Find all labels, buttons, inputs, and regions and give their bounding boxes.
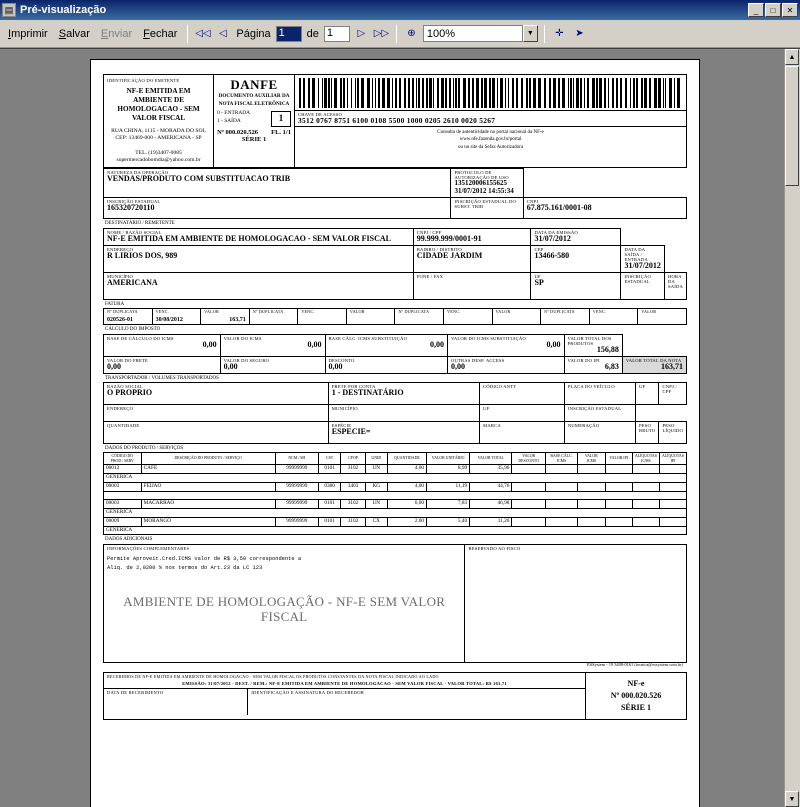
produtos-col-header: ALÍQUOTAS IPI: [659, 453, 686, 465]
total-produtos-label: VALOR TOTAL DOS PRODUTOS: [567, 335, 612, 346]
table-row: [104, 316, 687, 325]
scroll-thumb[interactable]: [785, 66, 799, 186]
transp-qtd-label: QUANTIDADE: [107, 422, 140, 428]
natureza-label: NATUREZA DA OPERAÇÃO: [107, 170, 169, 176]
system-footer: ESSystem - 19 3408-0161 (tecnica@essystem.com.br): [587, 661, 683, 667]
scroll-up-button[interactable]: ▲: [785, 49, 799, 65]
emitter-block: [104, 75, 214, 167]
prod-valor-desconto: [512, 465, 546, 474]
dest-bairro-value: CIDADE JARDIM: [416, 250, 483, 260]
page-input[interactable]: 1: [276, 26, 302, 42]
prod-base-icms: [545, 465, 577, 474]
transp-peso-bruto-label: PESO BRUTO: [638, 422, 656, 433]
natureza-protocolo-table: [103, 168, 687, 219]
transp-frete-conta-label: FRETE POR CONTA: [331, 384, 376, 390]
base-icms-value: 0,00: [202, 339, 217, 349]
table-row-spacer: [104, 491, 687, 500]
dest-cep-value: 13466-580: [534, 250, 570, 260]
zoom-value[interactable]: 100%: [423, 25, 523, 42]
prod-quantidade: 4,00: [387, 465, 426, 474]
valor-icms-value: 0,00: [307, 339, 322, 349]
fatura-col-header: Nº DUPLICATA: [104, 309, 153, 316]
chave-block: [295, 75, 686, 167]
outras-desp-label: OUTRAS DESP. ACCESS: [450, 357, 505, 363]
fatura-cell: [395, 316, 444, 325]
base-icms-label: BASE DE CÁLCULO DO ICMS: [107, 335, 174, 341]
transp-uf-value: [639, 389, 656, 398]
emitter-name: NF-E EMITIDA EM AMBIENTE DE HOMOLOGACAO - SEM VALOR FISCAL: [117, 87, 200, 123]
prod-codigo: 00003: [104, 500, 142, 509]
dest-uf-label: UF: [534, 273, 541, 279]
recibo-nfe-label: NF-e: [627, 678, 645, 688]
insc-estadual-value: 165320720110: [107, 202, 155, 212]
reservado-fisco-label: RESERVADO AO FISCO: [468, 545, 521, 551]
page-label: Página: [236, 27, 271, 40]
transp-marca-label: MARCA: [483, 422, 501, 428]
produtos-col-header: CÓDIGO DO PROD / SERV: [104, 453, 142, 465]
prev-page-button[interactable]: ◁: [214, 25, 231, 42]
dest-municipio-label: MUNICÍPIO: [107, 273, 134, 279]
transp-uf2-label: UF: [483, 406, 490, 412]
danfe-title: DANFE: [230, 77, 278, 92]
table-row-generica: [104, 526, 687, 535]
produtos-col-header: QUANTIDADE: [387, 453, 426, 465]
prod-descricao: FEIJAO: [141, 482, 275, 491]
produtos-col-header: CFOP: [341, 453, 366, 465]
prod-valor-total: 11,20: [470, 517, 512, 526]
fatura-col-header: Nº DUPLICATA: [541, 309, 590, 316]
table-row-generica: [104, 509, 687, 518]
transp-placa-value: [568, 389, 632, 398]
prod-base-icms: [545, 500, 577, 509]
adicionais-table: [103, 544, 687, 663]
dest-nome-value: NF-E EMITIDA EM AMBIENTE DE HOMOLOGACAO - SEM VALOR FISCAL: [107, 234, 391, 244]
prod-valor-icms: [578, 500, 605, 509]
seguro-value: 0,00: [223, 361, 238, 371]
prod-valor-unitario: 8,99: [427, 465, 470, 474]
transp-frete-conta-value: 1 - DESTINATÁRIO: [331, 388, 404, 398]
prod-valor-desconto: [512, 482, 546, 491]
emitter-section-label: IDENTIFICAÇÃO DO EMITENTE: [107, 78, 180, 83]
prod-generica: GENERICA: [104, 474, 687, 483]
prod-cst: 0300: [319, 482, 341, 491]
dest-ie-label: INSCRIÇÃO ESTADUAL: [624, 273, 652, 284]
table-row: [104, 517, 687, 526]
base-subst-label: BASE CÁLC. ICMS SUBSTITUIÇÃO: [328, 335, 408, 341]
adicionais-section-label: DADOS ADICIONAIS: [105, 537, 153, 543]
dest-hora-value: [668, 289, 683, 298]
produtos-col-header: VALOR IPI: [605, 453, 632, 465]
destinatario-section-label: DESTINATÁRIO / REMETENTE: [105, 221, 175, 227]
fatura-col-header: Nº DUPLICATA: [395, 309, 444, 316]
transp-antt-label: CÓDIGO ANTT: [483, 384, 517, 390]
danfe-header: [103, 74, 687, 168]
transp-endereco-label: ENDEREÇO: [107, 406, 134, 412]
prod-cfop: 3102: [341, 465, 366, 474]
window-title: Pré-visualização: [20, 4, 107, 16]
next-page-button[interactable]: ▷: [353, 25, 370, 42]
info-compl-label: INFORMAÇÕES COMPLEMENTARES: [107, 545, 190, 551]
vertical-scrollbar[interactable]: [784, 49, 800, 807]
preview-canvas: [0, 48, 800, 807]
fatura-table: [103, 308, 687, 325]
dest-nome-label: NOME / RAZÃO SOCIAL: [107, 229, 162, 235]
transp-municipio-value: [332, 411, 476, 420]
prod-valor-unitario: 7,83: [427, 500, 470, 509]
transp-marca-value: [483, 428, 561, 437]
base-subst-value: 0,00: [429, 339, 444, 349]
impostos-section-label: CÁLCULO DO IMPOSTO: [105, 327, 161, 333]
dest-cnpj-value: 99.999.999/0001-91: [416, 234, 482, 244]
send-button: Enviar: [100, 27, 133, 40]
save-button[interactable]: Salvar: [58, 27, 90, 40]
transp-ie-label: INSCRIÇÃO ESTADUAL: [567, 406, 622, 412]
transp-cnpj-value: [662, 394, 683, 403]
prod-ncm: 99999999: [275, 517, 319, 526]
page-total: 1: [324, 26, 350, 42]
prod-codigo: 00003: [104, 482, 142, 491]
prod-valor-total: 46,98: [470, 500, 512, 509]
transp-cnpj-label: CNPJ / CPF: [662, 384, 677, 395]
prod-codigo: 00009: [104, 517, 142, 526]
prod-unid: UN: [365, 465, 387, 474]
fatura-section-label: FATURA: [105, 301, 125, 307]
transp-qtd-value: [107, 428, 325, 437]
dest-saida-label: DATA DA SAÍDA / ENTRADA: [624, 246, 648, 262]
insc-subst-label: INSCRIÇÃO ESTADUAL DO SUBST. TRIB: [454, 198, 517, 209]
close-button[interactable]: ✕: [782, 3, 798, 17]
prod-aliq-icms: [632, 482, 659, 491]
table-row: [104, 482, 687, 491]
transp-especie-value: ESPECIE=: [331, 426, 371, 436]
seguro-label: VALOR DO SEGURO: [223, 357, 270, 363]
prod-unid: KG: [365, 482, 387, 491]
produtos-col-header: VALOR ICMS: [578, 453, 605, 465]
transp-razao-value: O PROPRIO: [107, 388, 153, 398]
of-label: de: [306, 27, 319, 40]
transp-placa-label: PLACA DO VEÍCULO: [567, 384, 615, 390]
fatura-col-header: VALOR: [201, 309, 250, 316]
fatura-col-header: VENC.: [152, 309, 201, 316]
preview-toolbar: [0, 20, 800, 48]
chevron-down-icon[interactable]: ▼: [523, 25, 538, 42]
table-row: [104, 500, 687, 509]
info-line-1: Permite Aproveit.Cred.ICMS valor de R$ 3,59 correspondente a: [107, 555, 302, 562]
produtos-col-header: DESCRIÇÃO DO PRODUTO / SERVIÇO: [141, 453, 275, 465]
consulta-line-1: Consulta de autenticidade no portal nacional da NF-e: [437, 130, 544, 136]
prod-valor-ipi: [605, 482, 632, 491]
minimize-button[interactable]: _: [748, 3, 764, 17]
produtos-col-header: NCM / SH: [275, 453, 319, 465]
prod-aliq-ipi: [659, 500, 686, 509]
table-row: [104, 465, 687, 474]
prod-cst: 0101: [319, 500, 341, 509]
prod-valor-total: 44,76: [470, 482, 512, 491]
fatura-cell: [492, 316, 541, 325]
prod-generica: GENERICA: [104, 509, 687, 518]
dest-fone-label: FONE / FAX: [416, 273, 444, 279]
zoom-combobox[interactable]: [423, 25, 538, 42]
prod-valor-ipi: [605, 517, 632, 526]
fatura-cell: [638, 316, 687, 325]
consulta-line-3: ou no site da Sefaz Autorizadora: [457, 144, 524, 150]
fit-page-icon[interactable]: ⊕: [403, 25, 420, 42]
insc-subst-value: [454, 209, 519, 218]
total-nota-label: VALOR TOTAL DA NOTA: [625, 357, 682, 363]
dest-cep-label: CEP: [534, 246, 544, 252]
cnpj-emitente-value: 67.875.161/0001-08: [526, 202, 592, 212]
ipi-label: VALOR DO IPI: [567, 357, 600, 363]
desconto-label: DESCONTO: [328, 357, 355, 363]
prod-quantidade: 2,00: [387, 517, 426, 526]
prod-cfop: 3102: [341, 500, 366, 509]
prod-valor-icms: [578, 465, 605, 474]
danfe-serie: SÉRIE 1: [241, 136, 267, 144]
produtos-col-header: BASE CÁLC. ICMS: [545, 453, 577, 465]
produtos-col-header: ALÍQUOTAS ICMS: [632, 453, 659, 465]
natureza-value: VENDAS/PRODUTO COM SUBSTITUACAO TRIB: [107, 174, 291, 184]
frete-value: 0,00: [107, 361, 121, 371]
prod-valor-total: 35,96: [470, 465, 512, 474]
prod-spacer: [104, 491, 687, 500]
fatura-cell: [444, 316, 493, 325]
recibo-serie: SÉRIE 1: [620, 702, 651, 712]
prod-aliq-icms: [632, 517, 659, 526]
prod-descricao: MORANGO: [141, 517, 275, 526]
fatura-cell: [298, 316, 347, 325]
prod-unid: UN: [365, 500, 387, 509]
recibo-line-2: EMISSÃO: 31/07/2012 - DEST. / REM.: NF-E EMITIDA EM AMBIENTE DE HOMOLOGACAO - SEM VALOR FISCAL - VALOR TOTAL: R$ 163,71: [182, 681, 507, 687]
prod-ncm: 99999999: [275, 482, 319, 491]
transp-peso-liq-label: PESO LÍQUIDO: [662, 422, 684, 433]
prod-generica: GENERICA: [104, 526, 687, 535]
danfe-tipo: 1: [271, 111, 291, 127]
prod-aliq-ipi: [659, 482, 686, 491]
transp-uf-label: UF: [638, 384, 646, 390]
recibo-data-label: DATA DE RECEBIMENTO: [107, 690, 164, 696]
prod-cst: 0101: [319, 465, 341, 474]
dest-emissao-label: DATA DA EMISSÃO: [534, 229, 578, 235]
consulta-line-2: www.nfe.fazenda.gov.br/portal: [459, 137, 522, 143]
fatura-col-header: VENC.: [589, 309, 638, 316]
prod-descricao: MACARRAO: [141, 500, 275, 509]
prod-cfop: 3102: [341, 517, 366, 526]
dest-uf-value: SP: [534, 277, 544, 287]
produtos-col-header: VALOR UNITÁRIO: [427, 453, 470, 465]
prod-valor-icms: [578, 517, 605, 526]
transp-antt-value: [483, 389, 561, 398]
prod-ncm: 99999999: [275, 465, 319, 474]
prod-valor-ipi: [605, 465, 632, 474]
cnpj-emitente-label: CNPJ: [526, 198, 539, 204]
prod-quantidade: 6,00: [387, 500, 426, 509]
maximize-button[interactable]: □: [765, 3, 781, 17]
impostos-table: [103, 334, 687, 374]
prod-cfop: 3403: [341, 482, 366, 491]
transp-peso-liq-value: [662, 433, 683, 442]
prod-valor-unitario: 5,40: [427, 517, 470, 526]
produtos-col-header: VALOR TOTAL: [470, 453, 512, 465]
transp-uf2-value: [483, 411, 561, 420]
recibo-assinatura-label: IDENTIFICAÇÃO E ASSINATURA DO RECEBEDOR: [251, 690, 364, 696]
prod-base-icms: [545, 517, 577, 526]
dest-saida-value: 31/07/2012: [624, 260, 661, 270]
close-preview-button[interactable]: Fechar: [143, 27, 178, 40]
prod-codigo: 00012: [104, 465, 142, 474]
produtos-col-header: VALOR DESCONTO: [512, 453, 546, 465]
recibo-line-1: RECEBEMOS DE NF-E EMITIDA EM AMBIENTE DE HOMOLOGACAO - SEM VALOR FISCAL OS PRODUTOS CONSTANTES DA NOTA FISCAL INDICADO AO LADO: [107, 673, 439, 679]
dest-bairro-label: BAIRRO / DISTRITO: [416, 246, 462, 252]
danfe-page: [90, 59, 700, 807]
produtos-table: [103, 452, 687, 535]
prod-base-icms: [545, 482, 577, 491]
protocolo-label: PROTOCOLO DE AUTORIZAÇÃO DE USO: [454, 170, 509, 181]
produtos-col-header: CST: [319, 453, 341, 465]
first-page-button[interactable]: ◁◁: [194, 25, 211, 42]
document-preview-icon: ▤: [2, 3, 16, 17]
emitter-address-2: CEP: 13469-000 - AMERICANA - SP: [115, 135, 202, 142]
dest-endereco-label: ENDEREÇO: [107, 246, 134, 252]
watermark-text: AMBIENTE DE HOMOLOGAÇÃO - NF-E SEM VALOR FISCAL: [123, 594, 446, 624]
prod-ncm: 99999999: [275, 500, 319, 509]
transp-numeracao-label: NUMERAÇÃO: [567, 422, 600, 428]
transp-ie-value: [568, 411, 632, 420]
dest-cnpj-label: CNPJ / CPF: [416, 229, 442, 235]
transp-municipio-label: MUNICÍPIO: [331, 406, 358, 412]
danfe-subtitle-2: NOTA FISCAL ELETRÔNICA: [218, 100, 290, 107]
prod-aliq-ipi: [659, 465, 686, 474]
dest-fone-value: [417, 279, 528, 288]
fatura-cell: [589, 316, 638, 325]
valor-subst-value: 0,00: [546, 339, 561, 349]
prod-cst: 0101: [319, 517, 341, 526]
danfe-block: [214, 75, 295, 167]
fatura-col-header: VALOR: [492, 309, 541, 316]
danfe-entrada: 0 - ENTRADA: [217, 110, 251, 117]
prod-aliq-icms: [632, 465, 659, 474]
table-row-generica: [104, 474, 687, 483]
total-nota-value: 163,71: [661, 361, 683, 371]
dest-hora-label: HORA DA SAÍDA: [667, 273, 684, 289]
prod-unid: CX: [365, 517, 387, 526]
fatura-col-header: Nº DUPLICATA: [249, 309, 298, 316]
danfe-folha: FL. 1/1: [271, 128, 291, 136]
recibo-numero: Nº 000.020.526: [610, 690, 662, 700]
total-produtos-value: 156,88: [596, 344, 619, 354]
prod-valor-unitario: 11,19: [427, 482, 470, 491]
produtos-section-label: DADOS DO PRODUTO / SERVIÇOS: [105, 445, 184, 451]
fatura-cell: [346, 316, 395, 325]
fatura-cell: 30/08/2012: [152, 316, 201, 325]
transp-razao-label: RAZÃO SOCIAL: [107, 384, 143, 390]
prod-descricao: CAFE: [141, 465, 275, 474]
fatura-col-header: VENC.: [298, 309, 347, 316]
print-button[interactable]: Imprimir: [8, 27, 48, 40]
transportador-section-label: TRANSPORTADOR / VOLUMES TRANSPORTADOS: [105, 375, 219, 381]
prod-aliq-ipi: [659, 517, 686, 526]
danfe-saida: 1 - SAÍDA: [217, 117, 241, 124]
pan-tool-icon[interactable]: ✛: [551, 25, 568, 42]
recibo-block: [103, 672, 687, 720]
emitter-address-1: RUA CHINA, 1115 - MORADA DO SOL: [111, 128, 206, 135]
emitter-email: supermercadobomdia@yahoo.com.br: [116, 156, 201, 163]
fatura-cell: [249, 316, 298, 325]
fatura-col-header: VALOR: [346, 309, 395, 316]
prod-valor-ipi: [605, 500, 632, 509]
fatura-cell: 020526-01: [104, 316, 153, 325]
valor-subst-label: VALOR DO ICMS SUBSTITUIÇÃO: [450, 335, 526, 341]
transp-peso-bruto-value: [639, 433, 656, 442]
chave-value: 3512 0767 8751 6100 0108 5500 1000 0205 2610 0020 5267: [298, 116, 496, 126]
fatura-cell: [541, 316, 590, 325]
info-line-2: Aliq. de 2,0200 % nos termos do Art.23 da LC 123: [107, 565, 263, 572]
insc-estadual-label: INSCRIÇÃO ESTADUAL: [107, 198, 161, 204]
outras-desp-value: 0,00: [450, 361, 465, 371]
fatura-cell: 163,71: [201, 316, 250, 325]
transportador-table: [103, 382, 687, 444]
transp-especie-label: ESPÉCIE: [331, 422, 352, 428]
select-tool-icon[interactable]: ➤: [571, 25, 588, 42]
prod-aliq-icms: [632, 500, 659, 509]
chave-label: CHAVE DE ACESSO: [298, 112, 343, 117]
window-titlebar: [0, 0, 800, 20]
desconto-value: 0,00: [328, 361, 343, 371]
prod-valor-desconto: [512, 500, 546, 509]
fatura-col-header: VALOR: [638, 309, 687, 316]
prod-valor-desconto: [512, 517, 546, 526]
barcode: [299, 78, 682, 108]
prod-quantidade: 4,00: [387, 482, 426, 491]
last-page-button[interactable]: ▷▷: [373, 25, 390, 42]
prod-valor-icms: [578, 482, 605, 491]
fatura-col-header: VENC.: [444, 309, 493, 316]
frete-label: VALOR DO FRETE: [107, 357, 148, 363]
danfe-numero: Nº 000.020.526: [217, 128, 259, 136]
danfe-subtitle-1: DOCUMENTO AUXILIAR DA: [218, 93, 290, 100]
destinatario-table: [103, 228, 687, 300]
protocolo-value: 135120006155625 31/07/2012 14:55:34: [454, 179, 514, 195]
dest-municipio-value: AMERICANA: [107, 277, 158, 287]
scroll-down-button[interactable]: ▼: [785, 791, 799, 807]
transp-numeracao-value: [568, 428, 632, 437]
produtos-col-header: UNID: [365, 453, 387, 465]
dest-emissao-value: 31/07/2012: [534, 234, 571, 244]
dest-endereco-value: R LIRIOS DOS, 989: [107, 250, 178, 260]
dest-ie-value: [624, 284, 660, 293]
ipi-value: 6,83: [604, 361, 619, 371]
valor-icms-label: VALOR DO ICMS: [223, 335, 262, 341]
emitter-phone: TEL. (19)3407-0085: [135, 149, 182, 156]
transp-endereco-value: [107, 411, 325, 420]
